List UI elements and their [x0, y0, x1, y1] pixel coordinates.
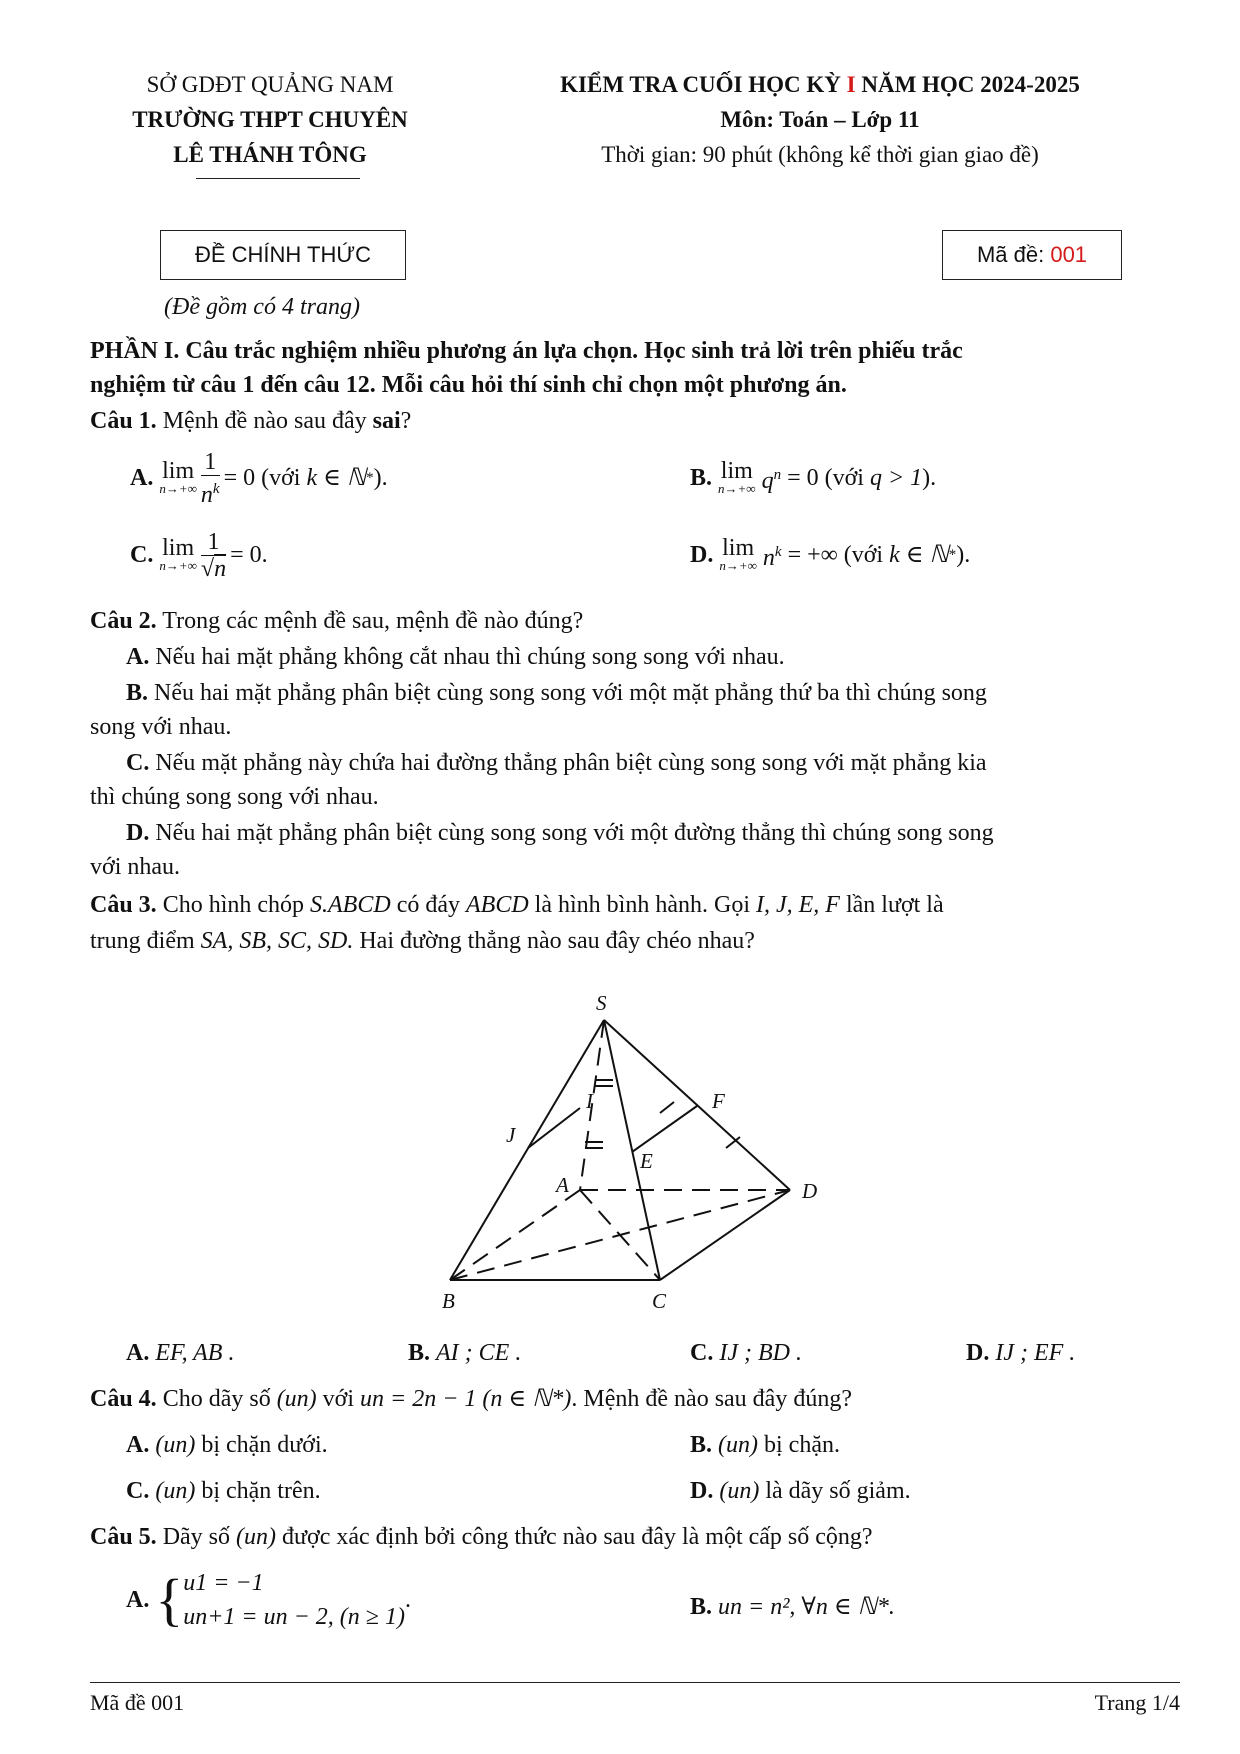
question-3: Câu 3. Cho hình chóp S.ABCD có đáy ABCD là hình bình hành. Gọi I, J, E, F lần lượt là [90, 892, 944, 918]
edge-SB [450, 1020, 604, 1280]
q4-option-c[interactable]: C. (un) bị chặn trên. [126, 1478, 321, 1504]
school-line-1: TRƯỜNG THPT CHUYÊN [132, 107, 408, 132]
exam-code-box: Mã đề: 001 [942, 230, 1122, 280]
q2-option-b-cont: song với nhau. [90, 714, 232, 740]
question-2: Câu 2. Trong các mệnh đề sau, mệnh đề nào đúng? [90, 608, 584, 634]
department: SỞ GDĐT QUẢNG NAM [146, 72, 394, 97]
q2-option-d[interactable]: D. Nếu hai mặt phẳng phân biệt cùng song song với một đường thẳng thì chúng song song [126, 820, 994, 846]
q3-option-a[interactable]: A. EF, AB . [126, 1340, 235, 1366]
vertex-A-label: A [556, 1173, 569, 1197]
point-F-label: F [712, 1089, 725, 1113]
segment-JI [528, 1108, 580, 1148]
time-line: Thời gian: 90 phút (không kể thời gian giao đề) [601, 142, 1039, 167]
q1-option-b[interactable]: B. lim n→+∞ $q^n$ = 0 (với q > 1 ). [690, 458, 937, 496]
question-5: Câu 5. Dãy số (un) được xác định bởi công thức nào sau đây là một cấp số cộng? [90, 1524, 873, 1550]
q2-option-c-cont: thì chúng song song với nhau. [90, 784, 379, 810]
vertex-C-label: C [652, 1289, 667, 1310]
q4-option-d[interactable]: D. (un) là dãy số giảm. [690, 1478, 911, 1504]
school-underline [196, 178, 360, 179]
school-line-2: LÊ THÁNH TÔNG [173, 142, 367, 167]
edge-SD [604, 1020, 790, 1190]
q3-option-c[interactable]: C. IJ ; BD . [690, 1340, 802, 1366]
q5-option-b[interactable]: B. un = n², ∀n ∈ ℕ*. [690, 1594, 895, 1620]
edge-CD [660, 1190, 790, 1280]
vertex-D-label: D [802, 1179, 818, 1203]
point-I-label: I [586, 1089, 593, 1113]
question-4: Câu 4. Cho dãy số (un) với un = 2n − 1 (n ∈ ℕ*). Mệnh đề nào sau đây đúng? [90, 1386, 852, 1412]
pages-note: (Đề gồm có 4 trang) [164, 294, 360, 320]
subject-line: Môn: Toán – Lớp 11 [720, 107, 920, 132]
exam-title: KIỂM TRA CUỐI HỌC KỲ I NĂM HỌC 2024-2025 [560, 72, 1080, 97]
q1-option-a[interactable]: A. lim n→+∞ $\frac{1}{n^k}$ = 0 (với k ∈ ℕ * ). [130, 448, 388, 508]
q5-option-a[interactable]: A. { u1 = −1 un+1 = un − 2, (n ≥ 1) . [126, 1567, 411, 1632]
question-3-cont: trung điểm SA, SB, SC, SD. Hai đường thẳng nào sau đây chéo nhau? [90, 928, 755, 954]
footer-page-number: Trang 1/4 [1094, 1690, 1180, 1715]
vertex-B-label: B [442, 1289, 455, 1310]
q3-option-d[interactable]: D. IJ ; EF . [966, 1340, 1076, 1366]
tick-SF [660, 1102, 674, 1113]
q2-option-b[interactable]: B. Nếu hai mặt phẳng phân biệt cùng song song với một mặt phẳng thứ ba thì chúng song [126, 680, 987, 706]
q4-option-a[interactable]: A. (un) bị chặn dưới. [126, 1432, 328, 1458]
q2-option-a[interactable]: A. Nếu hai mặt phẳng không cắt nhau thì chúng song song với nhau. [126, 644, 785, 670]
q3-option-b[interactable]: B. AI ; CE . [408, 1340, 522, 1366]
point-J-label: J [506, 1123, 516, 1147]
part1-title-cont: nghiệm từ câu 1 đến câu 12. Mỗi câu hỏi thí sinh chỉ chọn một phương án. [90, 372, 847, 398]
question-1: Câu 1. Mệnh đề nào sau đây sai? [90, 408, 412, 434]
edge-AB [450, 1190, 580, 1280]
part1-title: PHẦN I. Câu trắc nghiệm nhiều phương án lựa chọn. Học sinh trả lời trên phiếu trắc [90, 338, 963, 364]
point-E-label: E [640, 1149, 653, 1173]
q1-option-c[interactable]: C. lim n→+∞ $\frac{1}{√n}$ = 0 . [130, 528, 268, 582]
vertex-S-label: S [596, 991, 607, 1015]
q2-option-d-cont: với nhau. [90, 854, 181, 880]
q1-option-d[interactable]: D. lim n→+∞ $n^k$ = +∞ (với k ∈ ℕ * ). [690, 535, 971, 573]
q2-option-c[interactable]: C. Nếu mặt phẳng này chứa hai đường thẳng phân biệt cùng song song với mặt phẳng kia [126, 750, 987, 776]
diagonal-AC [580, 1190, 660, 1280]
segment-EF [632, 1106, 697, 1152]
footer-rule [90, 1682, 1180, 1683]
pyramid-figure [430, 980, 830, 1310]
footer-exam-code: Mã đề 001 [90, 1690, 185, 1715]
official-badge: ĐỀ CHÍNH THỨC [160, 230, 406, 280]
q4-option-b[interactable]: B. (un) bị chặn. [690, 1432, 840, 1458]
